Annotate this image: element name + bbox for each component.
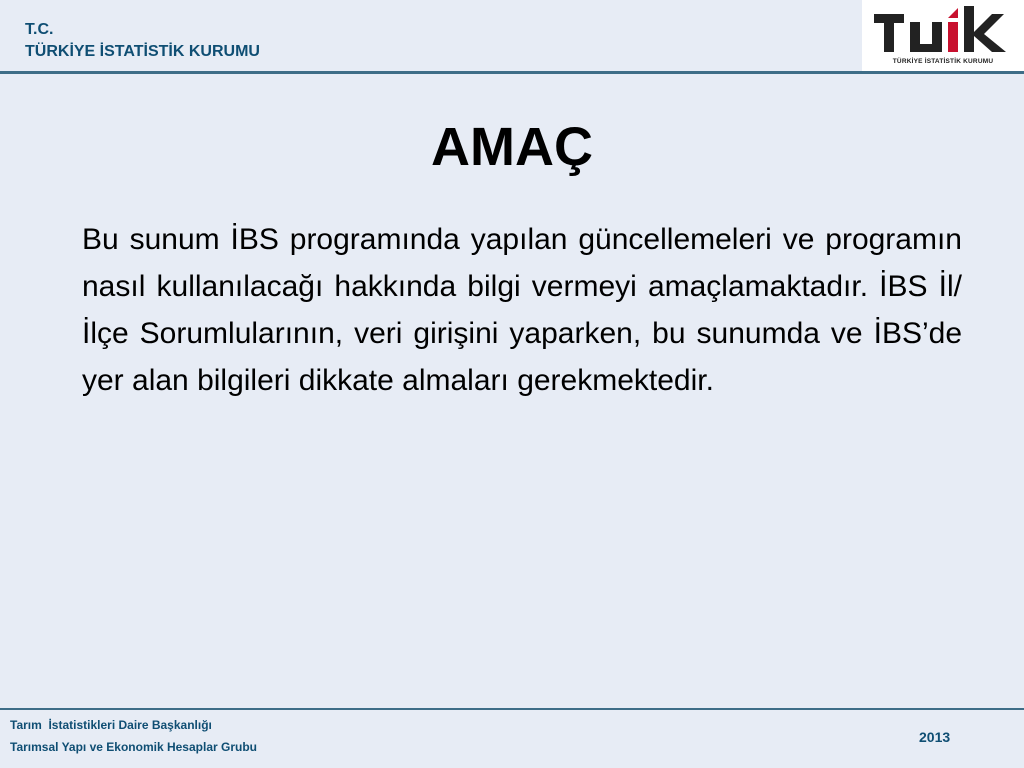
tuik-logo-mark — [862, 0, 1024, 60]
footer-department — [10, 714, 257, 758]
footer-line-1: Tarım İstatistikleri Daire Başkanlığı — [10, 718, 212, 732]
footer-divider — [0, 708, 1024, 710]
slide-header — [0, 0, 1024, 72]
organization-name — [25, 19, 260, 63]
footer-line-2: Tarımsal Yapı ve Ekonomik Hesaplar Grubu — [10, 740, 257, 754]
slide-body-text: Bu sunum İBS programında yapılan güncellemeleri ve programın nasıl kullanılacağı hakkında bilgi vermeyi amaçlamaktadır. İBS İl/İlçe Sorumlularının, veri girişini yaparken, bu sunumda ve İBS’de yer alan bilgileri dikkate almaları gerekmektedir. — [82, 223, 962, 397]
tuik-logo — [862, 0, 1024, 71]
logo-caption: TÜRKİYE İSTATİSTİK KURUMU — [892, 58, 994, 65]
slide-title: AMAÇ — [431, 117, 593, 177]
header-divider — [0, 71, 1024, 74]
org-line-1: T.C. — [25, 21, 54, 38]
footer-year: 2013 — [919, 729, 951, 745]
org-line-2: TÜRKİYE İSTATİSTİK KURUMU — [25, 43, 260, 60]
